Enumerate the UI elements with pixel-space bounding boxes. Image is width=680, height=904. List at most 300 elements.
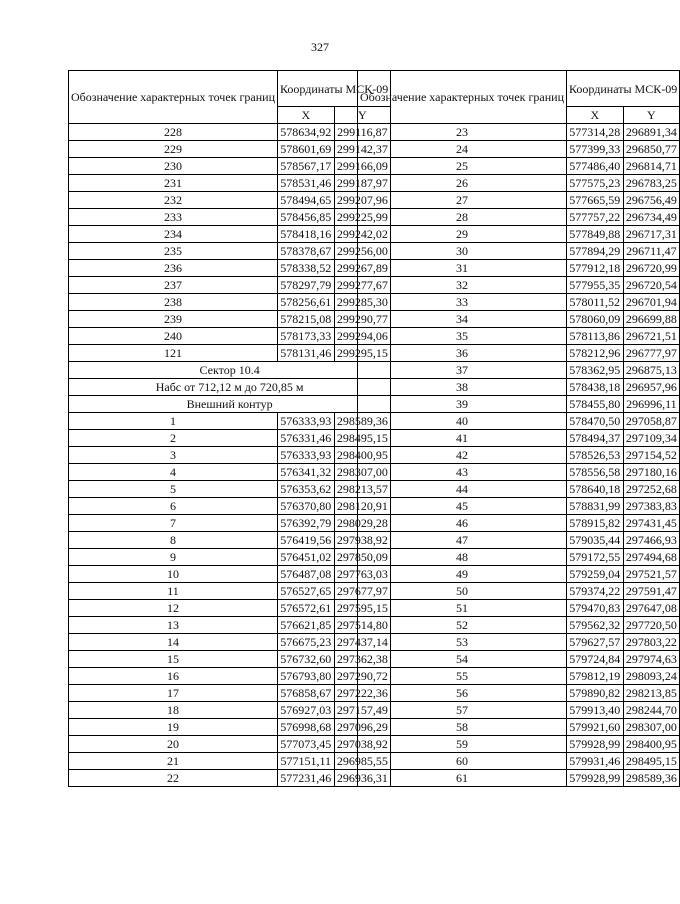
point-id: 23 bbox=[358, 124, 567, 141]
table-row bbox=[358, 430, 680, 447]
y-value: 296717,31 bbox=[623, 226, 680, 243]
table-row bbox=[69, 481, 391, 498]
point-id: 27 bbox=[358, 192, 567, 209]
header-y: Y bbox=[623, 107, 680, 124]
point-id: 236 bbox=[69, 260, 278, 277]
x-value: 576341,32 bbox=[278, 464, 335, 481]
x-value: 578556,58 bbox=[567, 464, 624, 481]
x-value: 578470,50 bbox=[567, 413, 624, 430]
x-value: 578455,80 bbox=[567, 396, 624, 413]
point-id: 1 bbox=[69, 413, 278, 430]
point-id: 28 bbox=[358, 209, 567, 226]
point-id: 53 bbox=[358, 634, 567, 651]
point-id: 240 bbox=[69, 328, 278, 345]
y-value: 296734,49 bbox=[623, 209, 680, 226]
point-id: 52 bbox=[358, 617, 567, 634]
point-id: 9 bbox=[69, 549, 278, 566]
point-id: 238 bbox=[69, 294, 278, 311]
x-value: 576451,02 bbox=[278, 549, 335, 566]
x-value: 576370,80 bbox=[278, 498, 335, 515]
table-row bbox=[69, 583, 391, 600]
y-value: 298307,00 bbox=[623, 719, 680, 736]
table-row bbox=[358, 175, 680, 192]
table-row bbox=[358, 243, 680, 260]
x-value: 576675,23 bbox=[278, 634, 335, 651]
point-id: 40 bbox=[358, 413, 567, 430]
y-value: 298244,70 bbox=[623, 702, 680, 719]
table-row bbox=[69, 430, 391, 447]
table-row bbox=[358, 498, 680, 515]
x-value: 579724,84 bbox=[567, 651, 624, 668]
page-number: 327 bbox=[311, 40, 329, 54]
table-row bbox=[69, 209, 391, 226]
y-value: 296701,94 bbox=[623, 294, 680, 311]
table-row bbox=[69, 770, 391, 787]
y-value: 297038,92 bbox=[334, 736, 391, 753]
contour-title: Внешний контур bbox=[69, 396, 391, 413]
x-value: 576998,68 bbox=[278, 719, 335, 736]
y-value: 297096,29 bbox=[334, 719, 391, 736]
point-id: 19 bbox=[69, 719, 278, 736]
point-id: 30 bbox=[358, 243, 567, 260]
point-id: 15 bbox=[69, 651, 278, 668]
table-row bbox=[358, 770, 680, 787]
table-row bbox=[358, 464, 680, 481]
table-row bbox=[69, 600, 391, 617]
point-id: 37 bbox=[358, 362, 567, 379]
x-value: 579627,57 bbox=[567, 634, 624, 651]
y-value: 296783,25 bbox=[623, 175, 680, 192]
x-value: 578338,52 bbox=[278, 260, 335, 277]
y-value: 297803,22 bbox=[623, 634, 680, 651]
point-id: 16 bbox=[69, 668, 278, 685]
y-value: 296756,49 bbox=[623, 192, 680, 209]
header-label: Обозначение характерных точек границ bbox=[358, 71, 567, 124]
x-value: 579890,82 bbox=[567, 685, 624, 702]
y-value: 298495,15 bbox=[623, 753, 680, 770]
point-id: 56 bbox=[358, 685, 567, 702]
x-value: 578640,18 bbox=[567, 481, 624, 498]
table-row bbox=[358, 515, 680, 532]
y-value: 297109,34 bbox=[623, 430, 680, 447]
y-value: 297647,08 bbox=[623, 600, 680, 617]
y-value: 297763,03 bbox=[334, 566, 391, 583]
table-row bbox=[69, 549, 391, 566]
table-row bbox=[69, 498, 391, 515]
x-value: 579928,99 bbox=[567, 770, 624, 787]
point-id: 57 bbox=[358, 702, 567, 719]
table-row bbox=[69, 294, 391, 311]
point-id: 34 bbox=[358, 311, 567, 328]
point-id: 18 bbox=[69, 702, 278, 719]
y-value: 299187,97 bbox=[334, 175, 391, 192]
table-row bbox=[358, 549, 680, 566]
x-value: 579259,04 bbox=[567, 566, 624, 583]
table-row bbox=[69, 311, 391, 328]
y-value: 297514,80 bbox=[334, 617, 391, 634]
x-value: 578131,46 bbox=[278, 345, 335, 362]
x-value: 577575,23 bbox=[567, 175, 624, 192]
x-value: 578601,69 bbox=[278, 141, 335, 158]
header-coords: Координаты МСК-09 bbox=[567, 71, 680, 107]
x-value: 578215,08 bbox=[278, 311, 335, 328]
table-row bbox=[358, 328, 680, 345]
coordinates-table-left bbox=[68, 70, 391, 787]
point-id: 228 bbox=[69, 124, 278, 141]
x-value: 576419,56 bbox=[278, 532, 335, 549]
point-id: 25 bbox=[358, 158, 567, 175]
table-row bbox=[69, 753, 391, 770]
point-id: 14 bbox=[69, 634, 278, 651]
x-value: 578634,92 bbox=[278, 124, 335, 141]
x-value: 576793,80 bbox=[278, 668, 335, 685]
x-value: 578256,61 bbox=[278, 294, 335, 311]
point-id: 51 bbox=[358, 600, 567, 617]
x-value: 578438,18 bbox=[567, 379, 624, 396]
y-value: 297595,15 bbox=[334, 600, 391, 617]
table-row bbox=[69, 141, 391, 158]
point-id: 11 bbox=[69, 583, 278, 600]
x-value: 577231,46 bbox=[278, 770, 335, 787]
table-row bbox=[69, 566, 391, 583]
y-value: 299166,09 bbox=[334, 158, 391, 175]
y-value: 297437,14 bbox=[334, 634, 391, 651]
table-row bbox=[358, 192, 680, 209]
point-id: 13 bbox=[69, 617, 278, 634]
y-value: 299116,87 bbox=[334, 124, 391, 141]
x-value: 578494,65 bbox=[278, 192, 335, 209]
x-value: 579928,99 bbox=[567, 736, 624, 753]
point-id: 230 bbox=[69, 158, 278, 175]
table-row bbox=[358, 600, 680, 617]
y-value: 297720,50 bbox=[623, 617, 680, 634]
point-id: 44 bbox=[358, 481, 567, 498]
table-row bbox=[69, 617, 391, 634]
table-row bbox=[358, 447, 680, 464]
y-value: 298120,91 bbox=[334, 498, 391, 515]
point-id: 235 bbox=[69, 243, 278, 260]
header-x: X bbox=[567, 107, 624, 124]
table-row bbox=[358, 634, 680, 651]
y-value: 296850,77 bbox=[623, 141, 680, 158]
x-value: 579931,46 bbox=[567, 753, 624, 770]
point-id: 2 bbox=[69, 430, 278, 447]
table-row bbox=[69, 158, 391, 175]
table-row bbox=[358, 396, 680, 413]
x-value: 578060,09 bbox=[567, 311, 624, 328]
y-value: 297938,92 bbox=[334, 532, 391, 549]
x-value: 579470,83 bbox=[567, 600, 624, 617]
point-id: 47 bbox=[358, 532, 567, 549]
point-id: 42 bbox=[358, 447, 567, 464]
x-value: 577314,28 bbox=[567, 124, 624, 141]
table-row bbox=[358, 362, 680, 379]
x-value: 579913,40 bbox=[567, 702, 624, 719]
x-value: 578011,52 bbox=[567, 294, 624, 311]
x-value: 578173,33 bbox=[278, 328, 335, 345]
table-row bbox=[69, 192, 391, 209]
table-row bbox=[69, 226, 391, 243]
x-value: 577849,88 bbox=[567, 226, 624, 243]
x-value: 576572,61 bbox=[278, 600, 335, 617]
table-row bbox=[358, 379, 680, 396]
y-value: 296720,54 bbox=[623, 277, 680, 294]
y-value: 297157,49 bbox=[334, 702, 391, 719]
x-value: 579562,32 bbox=[567, 617, 624, 634]
y-value: 299277,67 bbox=[334, 277, 391, 294]
y-value: 296699,88 bbox=[623, 311, 680, 328]
sector-height-range-row bbox=[69, 379, 391, 396]
point-id: 232 bbox=[69, 192, 278, 209]
y-value: 298213,85 bbox=[623, 685, 680, 702]
y-value: 298093,24 bbox=[623, 668, 680, 685]
table-row bbox=[358, 209, 680, 226]
y-value: 296985,55 bbox=[334, 753, 391, 770]
point-id: 233 bbox=[69, 209, 278, 226]
point-id: 231 bbox=[69, 175, 278, 192]
point-id: 35 bbox=[358, 328, 567, 345]
point-id: 12 bbox=[69, 600, 278, 617]
x-value: 578831,99 bbox=[567, 498, 624, 515]
x-value: 577757,22 bbox=[567, 209, 624, 226]
x-value: 576527,65 bbox=[278, 583, 335, 600]
x-value: 579035,44 bbox=[567, 532, 624, 549]
y-value: 299207,96 bbox=[334, 192, 391, 209]
y-value: 296996,11 bbox=[623, 396, 680, 413]
x-value: 578915,82 bbox=[567, 515, 624, 532]
point-id: 54 bbox=[358, 651, 567, 668]
point-id: 48 bbox=[358, 549, 567, 566]
point-id: 7 bbox=[69, 515, 278, 532]
y-value: 296957,96 bbox=[623, 379, 680, 396]
point-id: 121 bbox=[69, 345, 278, 362]
point-id: 60 bbox=[358, 753, 567, 770]
point-id: 46 bbox=[358, 515, 567, 532]
table-row bbox=[358, 736, 680, 753]
x-value: 578567,17 bbox=[278, 158, 335, 175]
sector-title-row bbox=[69, 362, 391, 379]
y-value: 297466,93 bbox=[623, 532, 680, 549]
y-value: 297677,97 bbox=[334, 583, 391, 600]
table-row bbox=[358, 141, 680, 158]
y-value: 298400,95 bbox=[623, 736, 680, 753]
point-id: 58 bbox=[358, 719, 567, 736]
y-value: 297494,68 bbox=[623, 549, 680, 566]
x-value: 578494,37 bbox=[567, 430, 624, 447]
point-id: 29 bbox=[358, 226, 567, 243]
point-id: 31 bbox=[358, 260, 567, 277]
table-row bbox=[69, 277, 391, 294]
sector-title: Сектор 10.4 bbox=[69, 362, 391, 379]
table-row bbox=[69, 464, 391, 481]
table-row bbox=[69, 685, 391, 702]
y-value: 298495,15 bbox=[334, 430, 391, 447]
x-value: 577955,35 bbox=[567, 277, 624, 294]
y-value: 297383,83 bbox=[623, 498, 680, 515]
x-value: 578526,53 bbox=[567, 447, 624, 464]
x-value: 577073,45 bbox=[278, 736, 335, 753]
x-value: 576353,62 bbox=[278, 481, 335, 498]
sector-height-range: Набс от 712,12 м до 720,85 м bbox=[69, 379, 391, 396]
table-row bbox=[69, 736, 391, 753]
table-row bbox=[358, 702, 680, 719]
y-value: 299294,06 bbox=[334, 328, 391, 345]
point-id: 61 bbox=[358, 770, 567, 787]
point-id: 59 bbox=[358, 736, 567, 753]
table-row bbox=[358, 260, 680, 277]
y-value: 298589,36 bbox=[623, 770, 680, 787]
table-row bbox=[358, 617, 680, 634]
header-row bbox=[358, 71, 680, 107]
y-value: 296814,71 bbox=[623, 158, 680, 175]
point-id: 22 bbox=[69, 770, 278, 787]
x-value: 578362,95 bbox=[567, 362, 624, 379]
table-row bbox=[69, 634, 391, 651]
table-row bbox=[69, 345, 391, 362]
table-row bbox=[69, 668, 391, 685]
x-value: 578456,85 bbox=[278, 209, 335, 226]
header-y: Y bbox=[334, 107, 391, 124]
y-value: 296936,31 bbox=[334, 770, 391, 787]
y-value: 297850,09 bbox=[334, 549, 391, 566]
y-value: 297058,87 bbox=[623, 413, 680, 430]
x-value: 578418,16 bbox=[278, 226, 335, 243]
x-value: 577912,18 bbox=[567, 260, 624, 277]
y-value: 297252,68 bbox=[623, 481, 680, 498]
table-row bbox=[69, 175, 391, 192]
y-value: 297180,16 bbox=[623, 464, 680, 481]
y-value: 299256,00 bbox=[334, 243, 391, 260]
x-value: 579921,60 bbox=[567, 719, 624, 736]
x-value: 576333,93 bbox=[278, 413, 335, 430]
table-row bbox=[69, 328, 391, 345]
table-row bbox=[358, 668, 680, 685]
table-row bbox=[358, 311, 680, 328]
y-value: 299285,30 bbox=[334, 294, 391, 311]
table-row bbox=[69, 532, 391, 549]
contour-title-row bbox=[69, 396, 391, 413]
y-value: 297591,47 bbox=[623, 583, 680, 600]
x-value: 576487,08 bbox=[278, 566, 335, 583]
point-id: 21 bbox=[69, 753, 278, 770]
x-value: 578113,86 bbox=[567, 328, 624, 345]
x-value: 577894,29 bbox=[567, 243, 624, 260]
x-value: 578212,96 bbox=[567, 345, 624, 362]
y-value: 297521,57 bbox=[623, 566, 680, 583]
point-id: 39 bbox=[358, 396, 567, 413]
point-id: 36 bbox=[358, 345, 567, 362]
y-value: 296711,47 bbox=[623, 243, 680, 260]
header-label: Обозначение характерных точек границ bbox=[69, 71, 278, 124]
y-value: 297154,52 bbox=[623, 447, 680, 464]
y-value: 297431,45 bbox=[623, 515, 680, 532]
point-id: 55 bbox=[358, 668, 567, 685]
table-row bbox=[358, 566, 680, 583]
y-value: 297222,36 bbox=[334, 685, 391, 702]
x-value: 576333,93 bbox=[278, 447, 335, 464]
point-id: 4 bbox=[69, 464, 278, 481]
x-value: 576858,67 bbox=[278, 685, 335, 702]
point-id: 38 bbox=[358, 379, 567, 396]
x-value: 577399,33 bbox=[567, 141, 624, 158]
x-value: 578378,67 bbox=[278, 243, 335, 260]
table-row bbox=[69, 515, 391, 532]
y-value: 299295,15 bbox=[334, 345, 391, 362]
y-value: 299267,89 bbox=[334, 260, 391, 277]
y-value: 296720,99 bbox=[623, 260, 680, 277]
point-id: 229 bbox=[69, 141, 278, 158]
table-row bbox=[358, 583, 680, 600]
table-row bbox=[358, 294, 680, 311]
point-id: 5 bbox=[69, 481, 278, 498]
y-value: 298029,28 bbox=[334, 515, 391, 532]
point-id: 43 bbox=[358, 464, 567, 481]
y-value: 299290,77 bbox=[334, 311, 391, 328]
x-value: 579812,19 bbox=[567, 668, 624, 685]
table-row bbox=[69, 702, 391, 719]
y-value: 298307,00 bbox=[334, 464, 391, 481]
y-value: 296875,13 bbox=[623, 362, 680, 379]
table-row bbox=[69, 651, 391, 668]
x-value: 577665,59 bbox=[567, 192, 624, 209]
table-row bbox=[358, 685, 680, 702]
point-id: 20 bbox=[69, 736, 278, 753]
point-id: 239 bbox=[69, 311, 278, 328]
table-row bbox=[69, 413, 391, 430]
table-row bbox=[69, 719, 391, 736]
table-row bbox=[69, 260, 391, 277]
x-value: 578297,79 bbox=[278, 277, 335, 294]
x-value: 576392,79 bbox=[278, 515, 335, 532]
point-id: 3 bbox=[69, 447, 278, 464]
x-value: 579172,55 bbox=[567, 549, 624, 566]
x-value: 577151,11 bbox=[278, 753, 335, 770]
point-id: 234 bbox=[69, 226, 278, 243]
header-coords: Координаты МСК-09 bbox=[278, 71, 391, 107]
point-id: 50 bbox=[358, 583, 567, 600]
table-row bbox=[358, 413, 680, 430]
point-id: 26 bbox=[358, 175, 567, 192]
table-row bbox=[358, 532, 680, 549]
table-row bbox=[69, 447, 391, 464]
point-id: 10 bbox=[69, 566, 278, 583]
y-value: 299242,02 bbox=[334, 226, 391, 243]
point-id: 6 bbox=[69, 498, 278, 515]
table-row bbox=[358, 124, 680, 141]
point-id: 8 bbox=[69, 532, 278, 549]
y-value: 299225,99 bbox=[334, 209, 391, 226]
point-id: 33 bbox=[358, 294, 567, 311]
x-value: 576621,85 bbox=[278, 617, 335, 634]
y-value: 296721,51 bbox=[623, 328, 680, 345]
table-row bbox=[358, 481, 680, 498]
point-id: 17 bbox=[69, 685, 278, 702]
table-row bbox=[69, 243, 391, 260]
coordinates-table-right bbox=[357, 70, 680, 787]
y-value: 297290,72 bbox=[334, 668, 391, 685]
y-value: 298213,57 bbox=[334, 481, 391, 498]
header-x: X bbox=[278, 107, 335, 124]
table-row bbox=[358, 719, 680, 736]
point-id: 41 bbox=[358, 430, 567, 447]
y-value: 299142,37 bbox=[334, 141, 391, 158]
table-row bbox=[358, 753, 680, 770]
y-value: 297974,63 bbox=[623, 651, 680, 668]
header-row bbox=[69, 71, 391, 107]
table-row bbox=[358, 226, 680, 243]
x-value: 576732,60 bbox=[278, 651, 335, 668]
table-row bbox=[358, 345, 680, 362]
